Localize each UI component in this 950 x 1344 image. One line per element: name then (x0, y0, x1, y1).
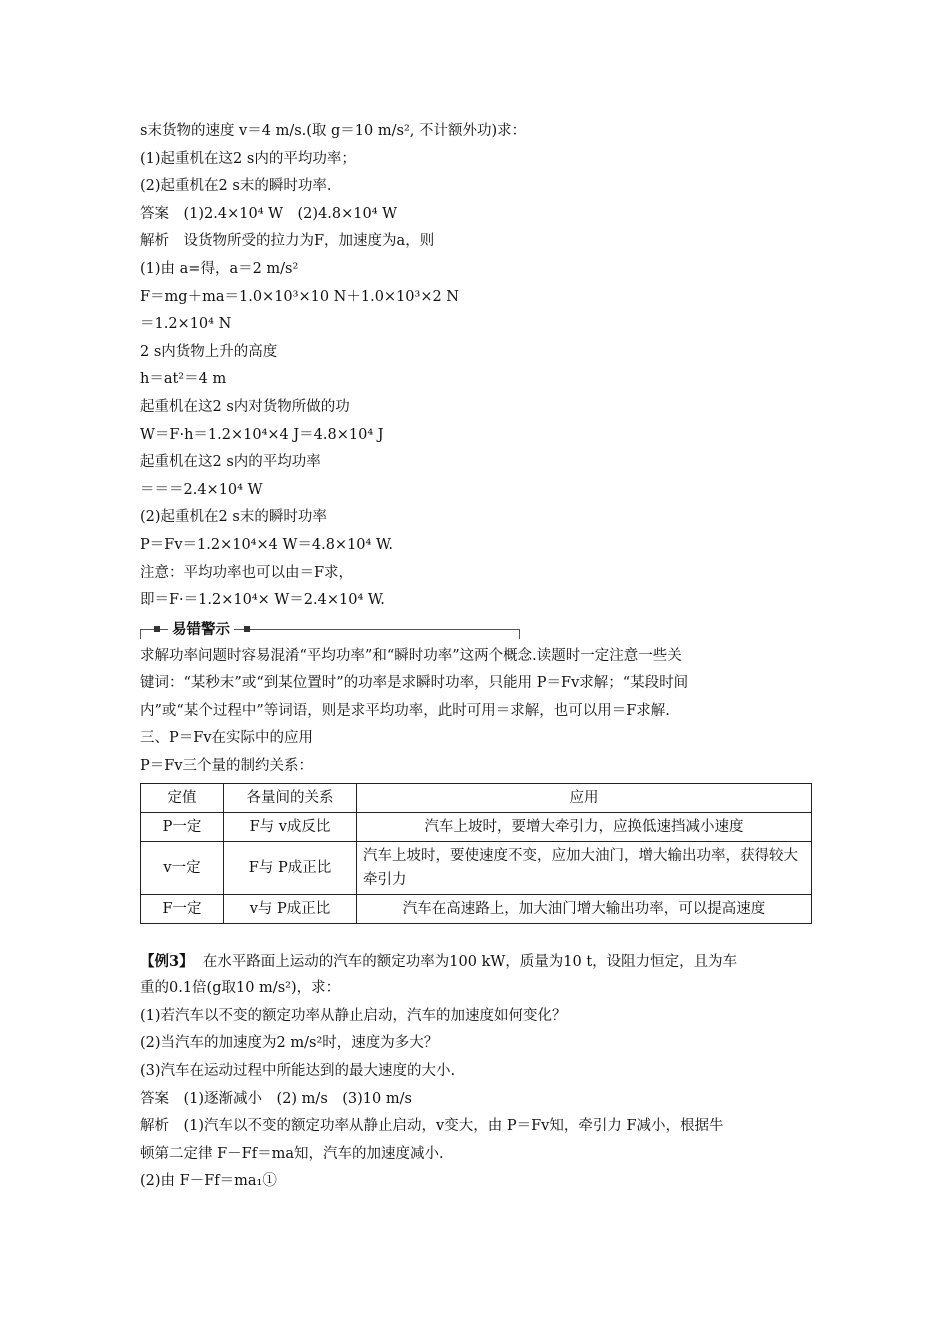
formula-line: W＝F·h＝1.2×10⁴×4 J＝4.8×10⁴ J (140, 426, 384, 443)
formula-line: F＝mg＋ma＝1.0×10³×10 N＋1.0×10³×2 N (140, 288, 459, 305)
formula-line: ＝＝＝2.4×10⁴ W (140, 481, 263, 498)
warning-rule-end (140, 629, 141, 639)
relation-table (140, 783, 812, 924)
table-header-cell: 各量间的关系 (224, 783, 357, 812)
table-cell: v一定 (141, 841, 224, 894)
text-line: (2)起重机在2 s末的瞬时功率 (140, 509, 327, 526)
text-line: 起重机在这2 s内的平均功率 (140, 454, 321, 471)
example-line (140, 948, 820, 976)
warning-rule-end (519, 629, 520, 639)
text-line: (2)当汽车的加速度为2 m/s²时，速度为多大？ (140, 1035, 439, 1052)
table-cell: F一定 (141, 894, 224, 923)
analysis-line: 解析 (1)汽车以不变的额定功率从静止启动，v变大，由 P＝Fv知，牵引力 F减小，根据牛 (140, 1118, 724, 1135)
text-line: 求解功率问题时容易混淆“平均功率”和“瞬时功率”这两个概念.读题时一定注意一些关 (140, 647, 682, 664)
table-cell: 汽车在高速路上，加大油门增大输出功率，可以提高速度 (357, 894, 812, 923)
table-cell: F与 P成正比 (224, 841, 357, 894)
table-cell: v与 P成正比 (224, 894, 357, 923)
example-block (140, 948, 820, 1196)
square-bullet-icon (244, 626, 250, 632)
text-line: (1)由 a=得，a＝2 m/s² (140, 260, 299, 277)
answer-line: 答案 (1)2.4×10⁴ W (2)4.8×10⁴ W (140, 205, 398, 222)
text-line: (2)起重机在2 s末的瞬时功率. (140, 178, 332, 195)
answer-line: 答案 (1)逐渐减小 (2) m/s (3)10 m/s (140, 1090, 412, 1107)
formula-line: P＝Fv＝1.2×10⁴×4 W＝4.8×10⁴ W. (140, 536, 393, 553)
warning-body (140, 643, 820, 726)
formula-line: 即＝F·＝1.2×10⁴× W＝2.4×10⁴ W. (140, 592, 385, 609)
section-intro: P＝Fv三个量的制约关系： (140, 758, 314, 775)
formula-line: ＝1.2×10⁴ N (140, 316, 232, 333)
table-cell: F与 v成反比 (224, 812, 357, 841)
table-row (141, 894, 812, 923)
text-line: (3)汽车在运动过程中所能达到的最大速度的大小. (140, 1063, 456, 1080)
document-page (140, 118, 820, 1196)
section-heading: 三、P＝Fv在实际中的应用 (140, 730, 314, 747)
text-line: s末货物的速度 v＝4 m/s.(取 g＝10 m/s², 不计额外功)求： (140, 123, 527, 139)
square-bullet-icon (154, 626, 160, 632)
table-header-cell: 定值 (141, 783, 224, 812)
solution-block (140, 118, 820, 615)
formula-line: (2)由 F－Ff＝ma₁① (140, 1173, 277, 1190)
text-line: (1)若汽车以不变的额定功率从静止启动，汽车的加速度如何变化？ (140, 1007, 567, 1024)
text-line: 顿第二定律 F－Ff＝ma知，汽车的加速度减小. (140, 1145, 444, 1162)
warning-header (140, 617, 820, 643)
table-cell: P一定 (141, 812, 224, 841)
table-header-cell: 应用 (357, 783, 812, 812)
text-line: 2 s内货物上升的高度 (140, 343, 278, 360)
text-line: (1)起重机在这2 s内的平均功率； (140, 150, 356, 167)
example-label: 【例3】 (140, 952, 194, 970)
example-text: 在水平路面上运动的汽车的额定功率为100 kW，质量为10 t，设阻力恒定，且为车 (202, 953, 738, 970)
text-line: 起重机在这2 s内对货物所做的功 (140, 398, 350, 415)
formula-line: h＝at²＝4 m (140, 371, 227, 388)
text-line: 重的0.1倍(g取10 m/s²)，求： (140, 980, 341, 997)
note-line: 注意：平均功率也可以由＝F求， (140, 564, 354, 581)
table-row (141, 841, 812, 894)
text-line: 内”或“某个过程中”等词语，则是求平均功率，此时可用＝求解，也可以用＝F求解. (140, 702, 670, 719)
table-cell: 汽车上坡时，要增大牵引力，应换低速挡减小速度 (357, 812, 812, 841)
text-line: 键词：“某秒末”或“到某位置时”的功率是求瞬时功率，只能用 P＝Fv求解；“某段时间 (140, 675, 689, 692)
table-row (141, 812, 812, 841)
warning-title: 易错警示 (168, 618, 234, 639)
table-header-row (141, 783, 812, 812)
table-cell: 汽车上坡时，要使速度不变，应加大油门，增大输出功率，获得较大牵引力 (357, 841, 812, 894)
analysis-line: 解析 设货物所受的拉力为F，加速度为a，则 (140, 233, 435, 250)
